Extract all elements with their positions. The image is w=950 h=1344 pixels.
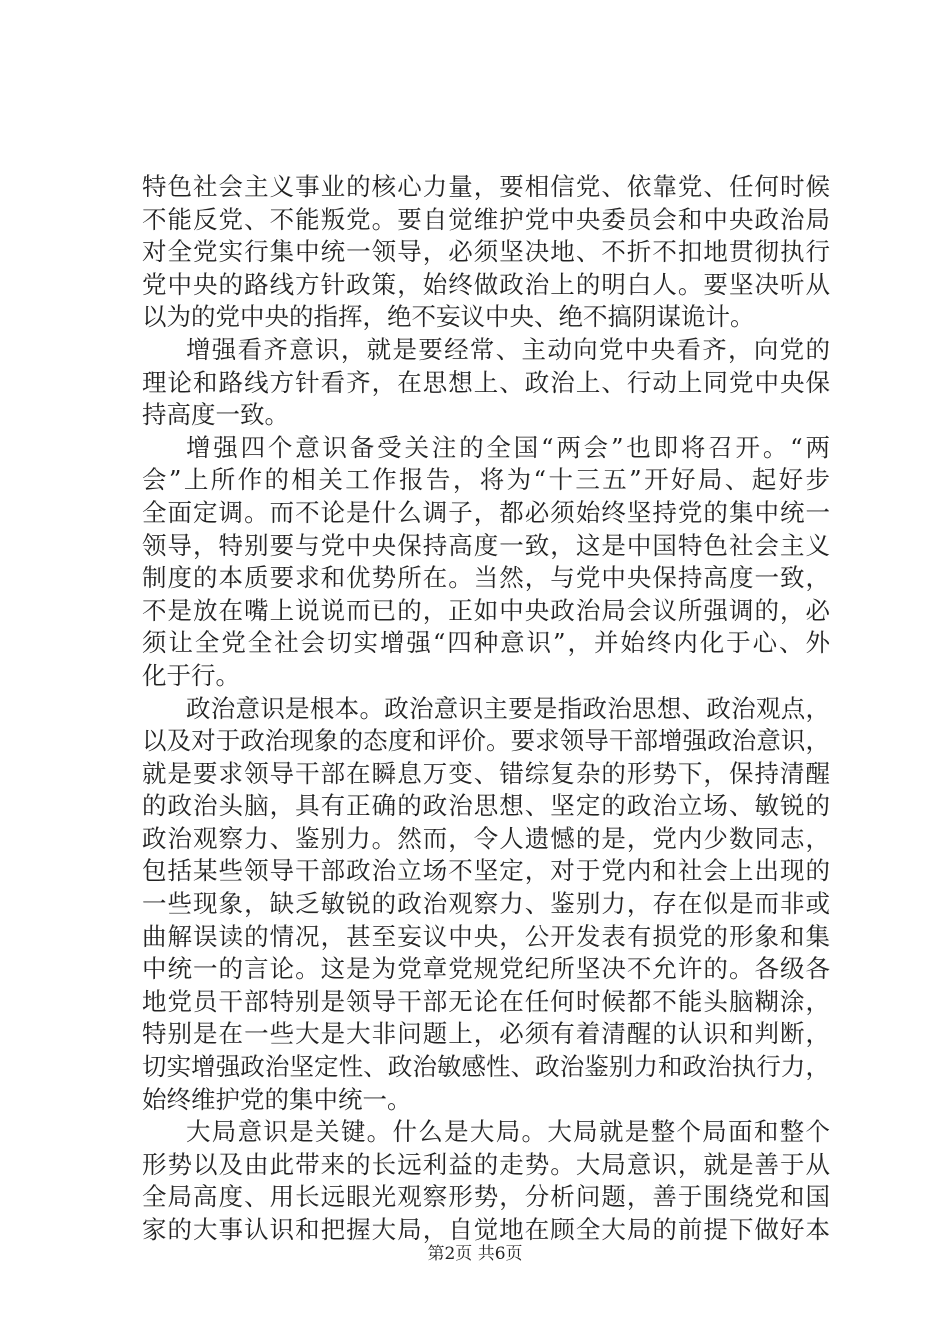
text-line: 的政治头脑，具有正确的政治思想、坚定的政治立场、敏锐的 xyxy=(142,791,830,821)
text-line: 切实增强政治坚定性、政治敏感性、政治鉴别力和政治执行力， xyxy=(142,1052,830,1082)
text-line: 中统一的言论。这是为党章党规党纪所坚决不允许的。各级各 xyxy=(142,954,830,984)
text-line: 特色社会主义事业的核心力量，要相信党、依靠党、任何时候 xyxy=(142,172,830,201)
text-line: 始终维护党的集中统一。 xyxy=(142,1084,412,1114)
text-line: 不能反党、不能叛党。要自觉维护党中央委员会和中央政治局 xyxy=(142,204,830,234)
text-line: 包括某些领导干部政治立场不坚定，对于党内和社会上出现的 xyxy=(142,856,830,886)
text-line: 不是放在嘴上说说而已的，正如中央政治局会议所强调的，必 xyxy=(142,595,830,625)
document-body xyxy=(142,171,830,1247)
text-line: 特别是在一些大是大非问题上，必须有着清醒的认识和判断， xyxy=(142,1019,830,1049)
text-line: 须让全党全社会切实增强“四种意识”，并始终内化于心、外 xyxy=(142,628,830,658)
text-line: 全面定调。而不论是什么调子，都必须始终坚持党的集中统一 xyxy=(142,497,830,527)
text-line: 全局高度、用长远眼光观察形势，分析问题，善于围绕党和国 xyxy=(142,1182,830,1212)
text-line: 以为的党中央的指挥，绝不妄议中央、绝不搞阴谋诡计。 xyxy=(142,302,755,332)
text-line: 增强四个意识备受关注的全国“两会”也即将召开。“两 xyxy=(186,432,830,462)
text-line: 增强看齐意识，就是要经常、主动向党中央看齐，向党的 xyxy=(186,334,830,364)
text-line: 制度的本质要求和优势所在。当然，与党中央保持高度一致， xyxy=(142,563,830,593)
text-line: 理论和路线方针看齐，在思想上、政治上、行动上同党中央保 xyxy=(142,367,830,397)
text-line: 党中央的路线方针政策，始终做政治上的明白人。要坚决听从 xyxy=(142,269,830,299)
text-line: 对全党实行集中统一领导，必须坚决地、不折不扣地贯彻执行 xyxy=(142,237,830,267)
text-line: 地党员干部特别是领导干部无论在任何时候都不能头脑糊涂， xyxy=(142,986,830,1016)
text-line: 化于行。 xyxy=(142,660,240,690)
text-line: 大局意识是关键。什么是大局。大局就是整个局面和整个 xyxy=(186,1117,830,1147)
text-line: 持高度一致。 xyxy=(142,400,289,430)
text-line: 曲解误读的情况，甚至妄议中央，公开发表有损党的形象和集 xyxy=(142,921,830,951)
page-footer: 第2页 共6页 xyxy=(427,1244,523,1264)
text-line: 就是要求领导干部在瞬息万变、错综复杂的形势下，保持清醒 xyxy=(142,758,830,788)
text-line: 形势以及由此带来的长远利益的走势。大局意识，就是善于从 xyxy=(142,1149,830,1179)
text-line: 一些现象，缺乏敏锐的政治观察力、鉴别力，存在似是而非或 xyxy=(142,889,830,919)
text-line: 家的大事认识和把握大局，自觉地在顾全大局的前提下做好本 xyxy=(142,1215,830,1244)
text-line: 会”上所作的相关工作报告，将为“十三五”开好局、起好步 xyxy=(142,465,830,495)
text-line: 以及对于政治现象的态度和评价。要求领导干部增强政治意识， xyxy=(142,726,830,756)
text-line: 政治观察力、鉴别力。然而，令人遗憾的是，党内少数同志， xyxy=(142,823,830,853)
text-line: 政治意识是根本。政治意识主要是指政治思想、政治观点， xyxy=(186,693,830,723)
text-line: 领导，特别要与党中央保持高度一致，这是中国特色社会主义 xyxy=(142,530,830,560)
